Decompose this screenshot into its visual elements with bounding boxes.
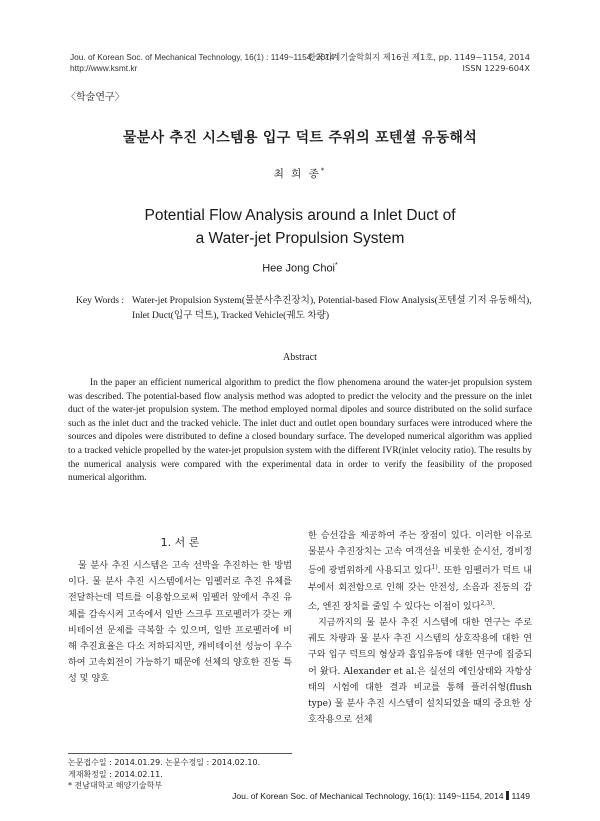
intro-text-part-b: . 또한 임펠러가 덕트 내부에서 회전함으로 인해 갖는 안전성, 소음과 진동의 감소, 엔진 장치를 줄일 수 있다는 이점이 있다 [308,566,533,612]
right-column [308,528,532,729]
keywords [76,293,536,323]
citation-ref[interactable]: 2,3) [480,599,493,607]
author-korean-mark: * [320,166,327,175]
title-english [0,204,600,250]
title-english-line2: a Water-jet Propulsion System [195,230,405,247]
author-korean [0,166,600,181]
author-english-mark: * [335,262,338,269]
keywords-line2: Inlet Duct(입구 덕트), Tracked Vehicle(궤도 차량) [132,310,330,321]
journal-header-right [308,52,530,73]
abstract-text: In the paper an efficient numerical algorithm to predict the flow phenomena around the water-jet propulsion system was described. The potential-based flow analysis method was adopted to predict the velocity and the pressure on the inlet duct of the water-jet propulsion system. The method employed normal dipoles and source distributed on the solid surface such as the inlet duct and the tracked vehicle. The inlet duct and outlet open boundary surfaces were introduced where the sources and dipoles were distributed to define a closed boundary surface. The developed numerical algorithm was applied to a tracked vehicle propelled by the water-jet propulsion system with the different IVR(inlet velocity ratio). The results by the numerical analysis were compared with the experimental data in order to verify the feasibility of the proposed numerical algorithm. [68,378,532,484]
page-footer [232,791,530,801]
keywords-label: Key Words : [76,295,125,306]
footer-bar [506,791,509,800]
title-english-line1: Potential Flow Analysis around a Inlet Duct of [144,207,456,224]
intro-paragraph-2: 지금까지의 물 분사 추진 시스템에 대한 연구는 주로 궤도 차량과 물 분사 추진 시스템의 상호작용에 대한 연구와 입구 덕트의 형상과 흡입유동에 대한 연구에 집중되어 왔다. Alexander et al.은 실선의 예인상태와 자항상태의 시험에 대한 결과 비교를 통해 플러쉬형(flush type) 물 분사 추진 시스템이 설치되었을 때의 중요한 상호작용으로 선체 [308,618,532,726]
journal-url[interactable]: http://www.ksmt.kr [70,62,138,73]
intro-text-part-a: 한 승선감을 제공하여 주는 장점이 있다. 이러한 이유로 물분사 추진장치는 고속 여객선을 비롯한 순시선, 경비정 등에 광범위하게 사용되고 있다 [308,531,532,577]
journal-citation-korean: 한국기계기술학회지 제16권 제1호, pp. 1149~1154, 2014 [308,52,530,62]
journal-header-left [70,52,334,73]
footer-journal: Jou. of Korean Soc. of Mechanical Technology, 16(1): 1149~1154, 2014 [232,791,504,801]
keywords-line1: Water-jet Propulsion System(물분사추진장치), Potential-based Flow Analysis(포텐셜 기저 유동해석), [132,295,532,306]
title-korean: 물분사 추진 시스템용 입구 덕트 주위의 포텐셜 유동해석 [122,130,478,146]
section-title-introduction: 1. 서 론 [160,536,200,549]
author-english [0,262,600,275]
footnote-dates: 논문접수일 : 2014.01.29. 논문수정일 : 2014.02.10. [68,758,261,767]
author-korean-name: 최 희 종 [273,168,321,180]
citation-ref[interactable]: 1) [431,564,438,572]
footnotes [68,757,308,792]
abstract-heading: Abstract [283,352,317,363]
page-number: 1149 [511,791,530,801]
footnote-divider [68,753,292,754]
intro-text-part-c: . [492,601,496,612]
journal-citation: Jou. of Korean Soc. of Mechanical Technology, 16(1) : 1149~1154, 2014 [70,52,335,62]
footnote-affiliation: * 전남대학교 해양기술학부 [68,781,163,790]
intro-paragraph-1: 물 분사 추진 시스템은 고속 선박을 추진하는 한 방법이다. 물 분사 추진 시스템에서는 임펠러로 추진 유체를 전달하는데 덕트를 이용함으로써 임펠러 앞에서 추진 유체를 감속시켜 고속에서 일반 스크루 프로펠러가 갖는 캐비테이션 문제를 극복할 수 있으며, 일반 프로펠러에 비해 추진효율은 다소 저하되지만, 캐비테이션 성능이 우수하여 고속회전이 가능하기 때문에 선체의 양호한 진동 특성 및 양호 [68,561,292,685]
intro-paragraph-1-continued [308,528,532,615]
author-english-name: Hee Jong Choi [262,262,336,275]
article-category: 〈학술연구〉 [66,92,125,103]
left-column [68,534,292,688]
footnote-accepted: 게재확정일 : 2014.02.11. [68,769,163,779]
issn: ISSN 1229-604X [462,62,530,73]
